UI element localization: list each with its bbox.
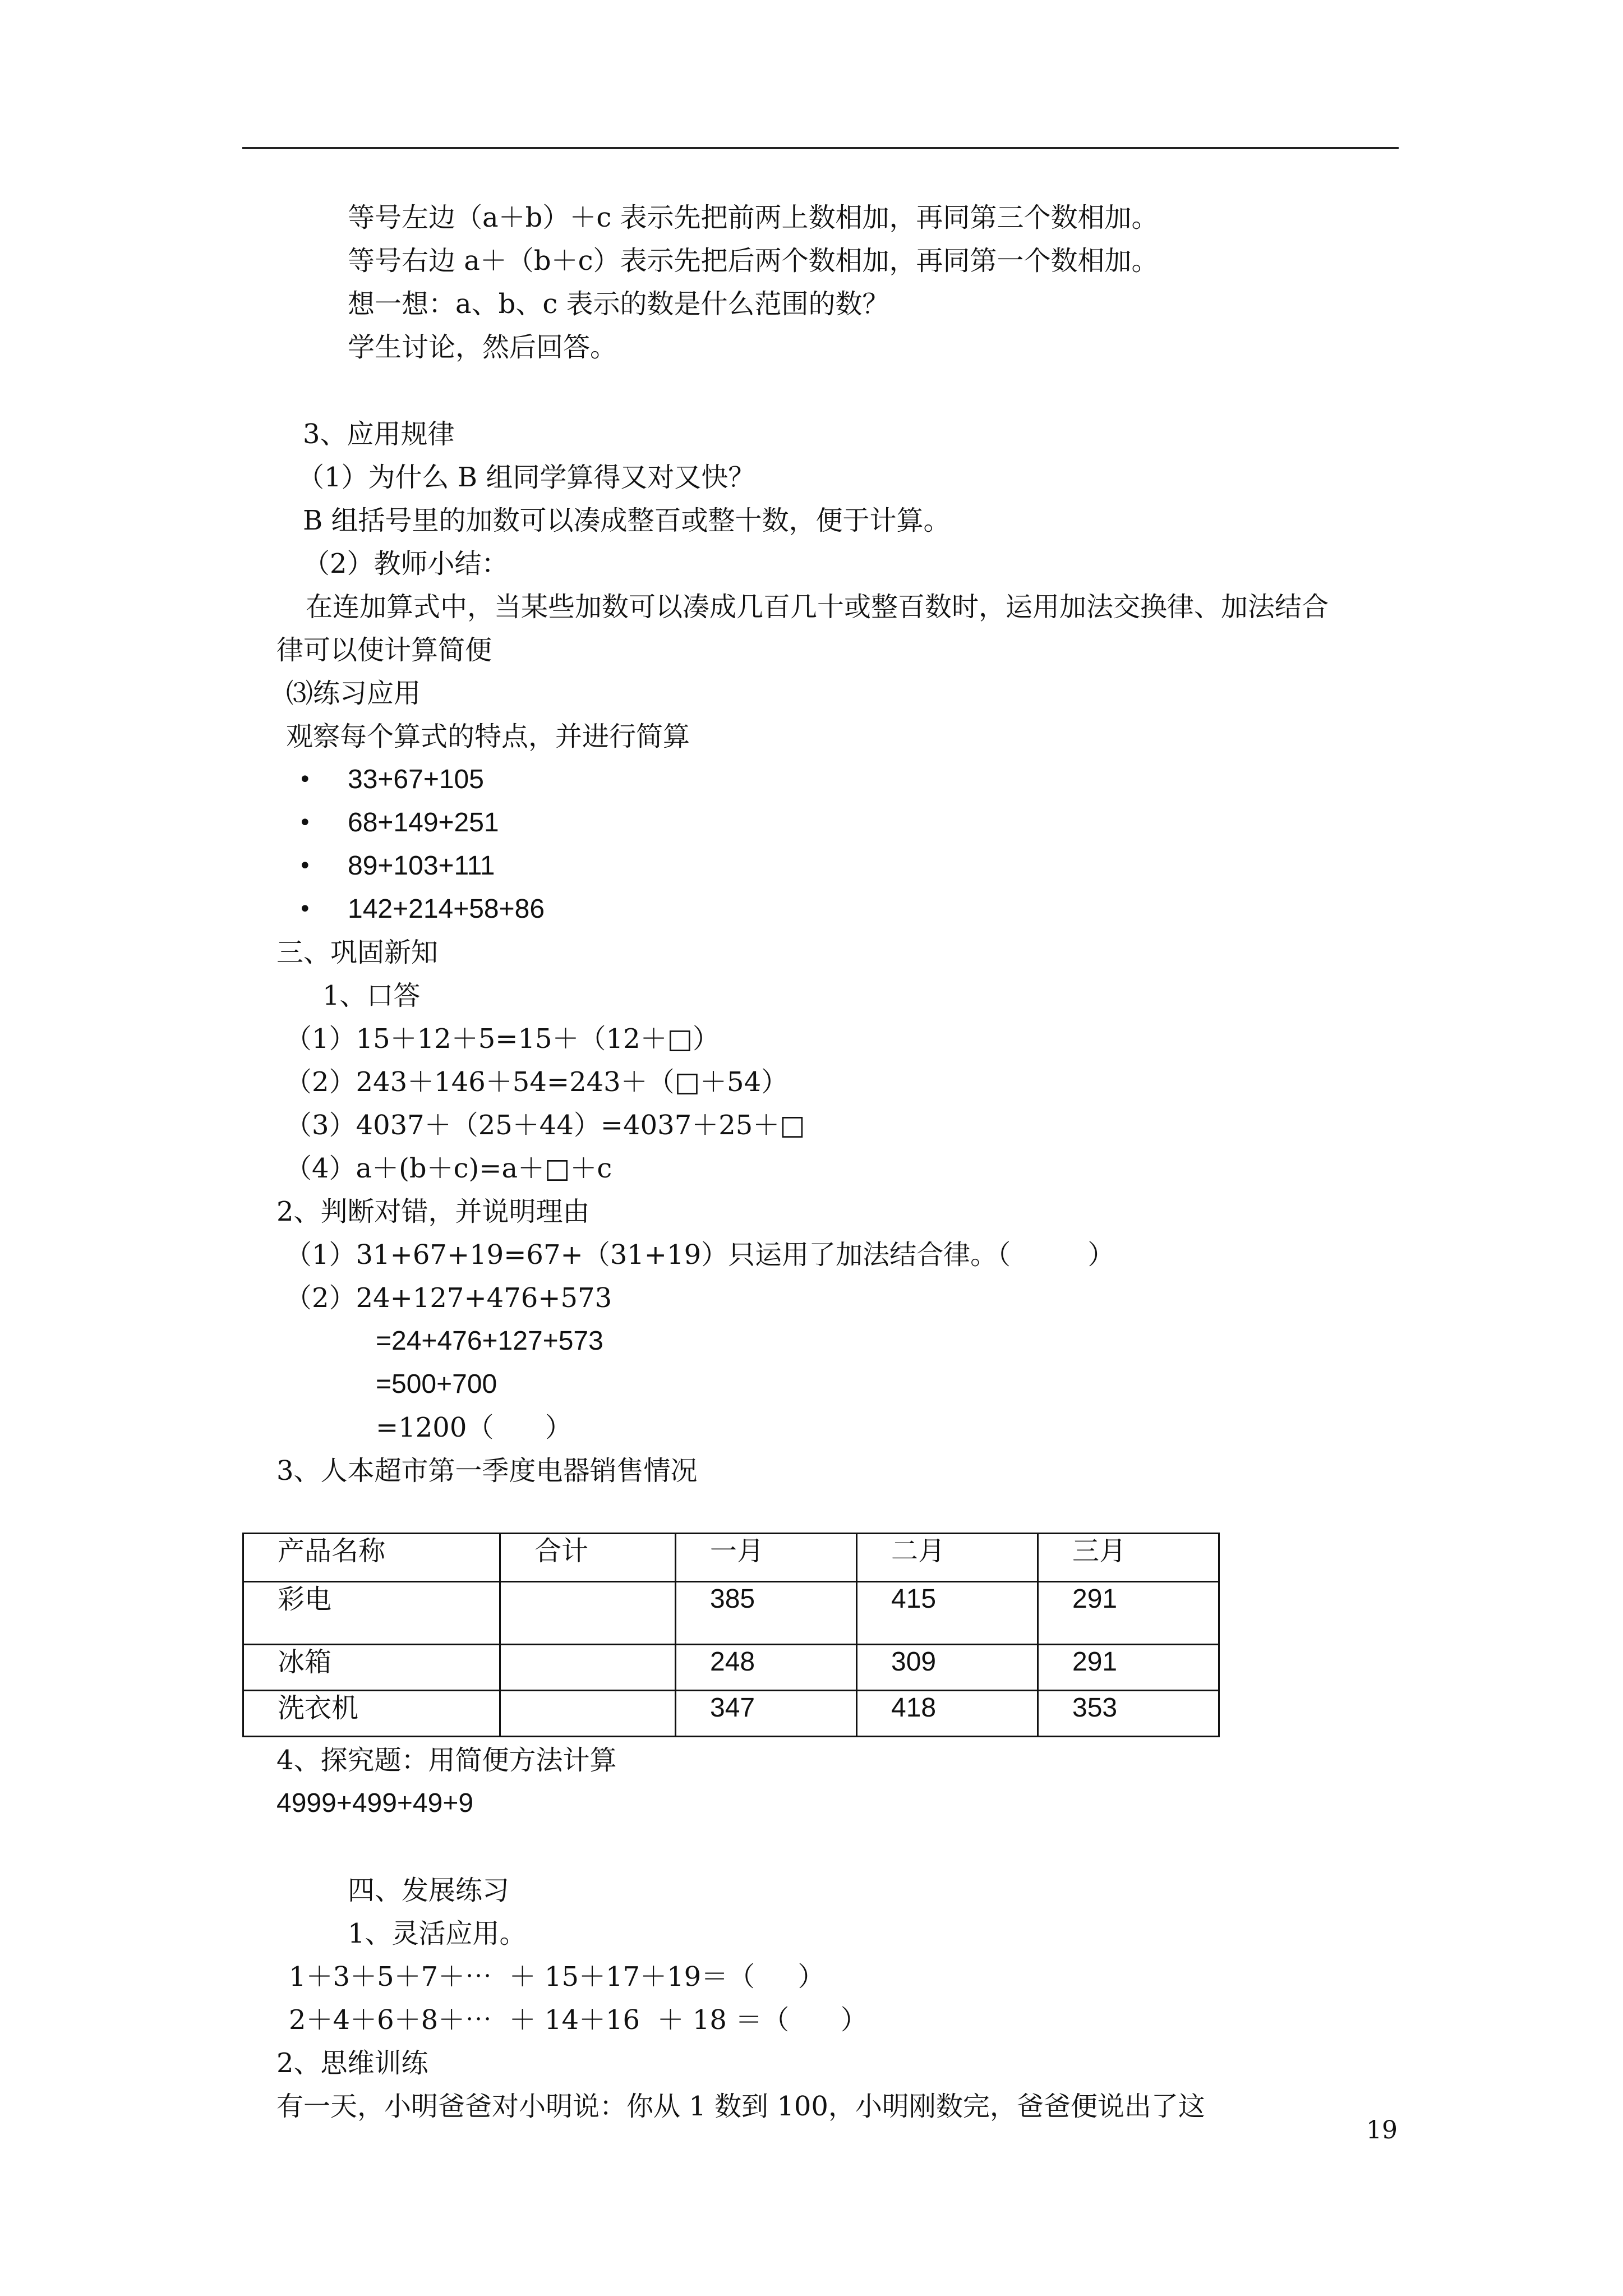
table-cell: 冰箱	[243, 1645, 500, 1691]
table-header-cell: 二月	[857, 1534, 1038, 1582]
bullet-icon: •	[298, 896, 312, 922]
bullet-icon: •	[298, 767, 312, 793]
table-header-cell: 产品名称	[243, 1534, 500, 1582]
table-row	[243, 1582, 1219, 1645]
table-cell	[500, 1645, 676, 1691]
table-cell: 291	[1038, 1645, 1219, 1691]
table-cell: 291	[1038, 1582, 1219, 1645]
text-line: 观察每个算式的特点，并进行简算	[286, 721, 690, 752]
table-cell: 418	[857, 1691, 1038, 1737]
text-line: （4）a＋(b＋c)=a＋□＋c	[285, 1153, 612, 1184]
section-heading: 四、发展练习	[348, 1875, 510, 1906]
bullet-icon: •	[298, 853, 312, 879]
page-number: 19	[1366, 2116, 1398, 2145]
text-line: （2）24+127+476+573	[285, 1282, 612, 1314]
table-caption: 3、人本超市第一季度电器销售情况	[276, 1455, 698, 1487]
text-line: 2＋4＋6＋8＋⋯ ＋ 14＋16 ＋ 18 ＝（ ）	[289, 2004, 868, 2036]
text-line: 等号左边（a＋b）＋c 表示先把前两上数相加，再同第三个数相加。	[348, 202, 1159, 233]
text-line: 想一想：a、b、c 表示的数是什么范围的数？	[348, 288, 889, 320]
table-cell: 415	[857, 1582, 1038, 1645]
text-line: 学生讨论，然后回答。	[348, 332, 617, 363]
text-line: 4、探究题：用简便方法计算	[276, 1745, 617, 1776]
text-line: =1200（ ）	[376, 1412, 572, 1443]
table-header-row	[243, 1534, 1219, 1582]
table-header-cell: 三月	[1038, 1534, 1219, 1582]
sales-table	[242, 1533, 1220, 1737]
text-line: =24+476+127+573	[376, 1326, 603, 1356]
table-cell: 洗衣机	[243, 1691, 500, 1737]
text-line: 等号右边 a＋（b＋c）表示先把后两个数相加，再同第一个数相加。	[348, 245, 1159, 277]
text-line: （2）教师小结：	[303, 548, 509, 579]
table-cell: 347	[676, 1691, 857, 1737]
text-line: （1）15＋12＋5=15＋（12＋□）	[285, 1023, 720, 1055]
table-cell: 353	[1038, 1691, 1219, 1737]
exercise-expression: 68+149+251	[348, 808, 499, 838]
text-line: ⑶练习应用	[286, 678, 421, 709]
text-line: 有一天，小明爸爸对小明说：你从 1 数到 100，小明刚数完，爸爸便说出了这	[276, 2091, 1205, 2122]
text-line: （1）为什么 B 组同学算得又对又快？	[297, 462, 755, 493]
table-row	[243, 1691, 1219, 1737]
text-line: 在连加算式中，当某些加数可以凑成几百几十或整百数时，运用加法交换律、加法结合	[306, 591, 1329, 623]
text-line: （2）243＋146＋54=243＋（□＋54）	[285, 1066, 789, 1098]
text-line: （3）4037＋（25＋44）=4037＋25＋□	[285, 1110, 805, 1141]
table-cell: 385	[676, 1582, 857, 1645]
text-line: 4999+499+49+9	[276, 1788, 474, 1818]
text-line: 1、口答	[322, 980, 421, 1011]
table-row	[243, 1645, 1219, 1691]
text-line: 1＋3＋5＋7＋⋯ ＋ 15＋17＋19＝（ ）	[289, 1961, 825, 1993]
table-cell	[500, 1582, 676, 1645]
text-line: =500+700	[376, 1369, 497, 1399]
table-header-cell: 合计	[500, 1534, 676, 1582]
exercise-expression: 142+214+58+86	[348, 894, 545, 924]
table-cell: 彩电	[243, 1582, 500, 1645]
exercise-expression: 89+103+111	[348, 851, 495, 881]
text-line: 律可以使计算简便	[276, 634, 492, 666]
header-rule	[242, 147, 1399, 149]
bullet-icon: •	[298, 810, 312, 836]
text-line: 2、思维训练	[276, 2047, 428, 2079]
exercise-expression: 33+67+105	[348, 765, 484, 794]
text-line: B 组括号里的加数可以凑成整百或整十数，便于计算。	[303, 505, 951, 536]
table-cell: 248	[676, 1645, 857, 1691]
text-line: 2、判断对错，并说明理由	[276, 1196, 590, 1227]
text-line: （1）31+67+19=67+（31+19）只运用了加法结合律。（ ）	[285, 1239, 1115, 1271]
table-cell: 309	[857, 1645, 1038, 1691]
table-cell	[500, 1691, 676, 1737]
table-header-cell: 一月	[676, 1534, 857, 1582]
section-heading: 三、巩固新知	[276, 937, 439, 968]
section-heading: 3、应用规律	[303, 418, 455, 450]
text-line: 1、灵活应用。	[348, 1918, 527, 1949]
